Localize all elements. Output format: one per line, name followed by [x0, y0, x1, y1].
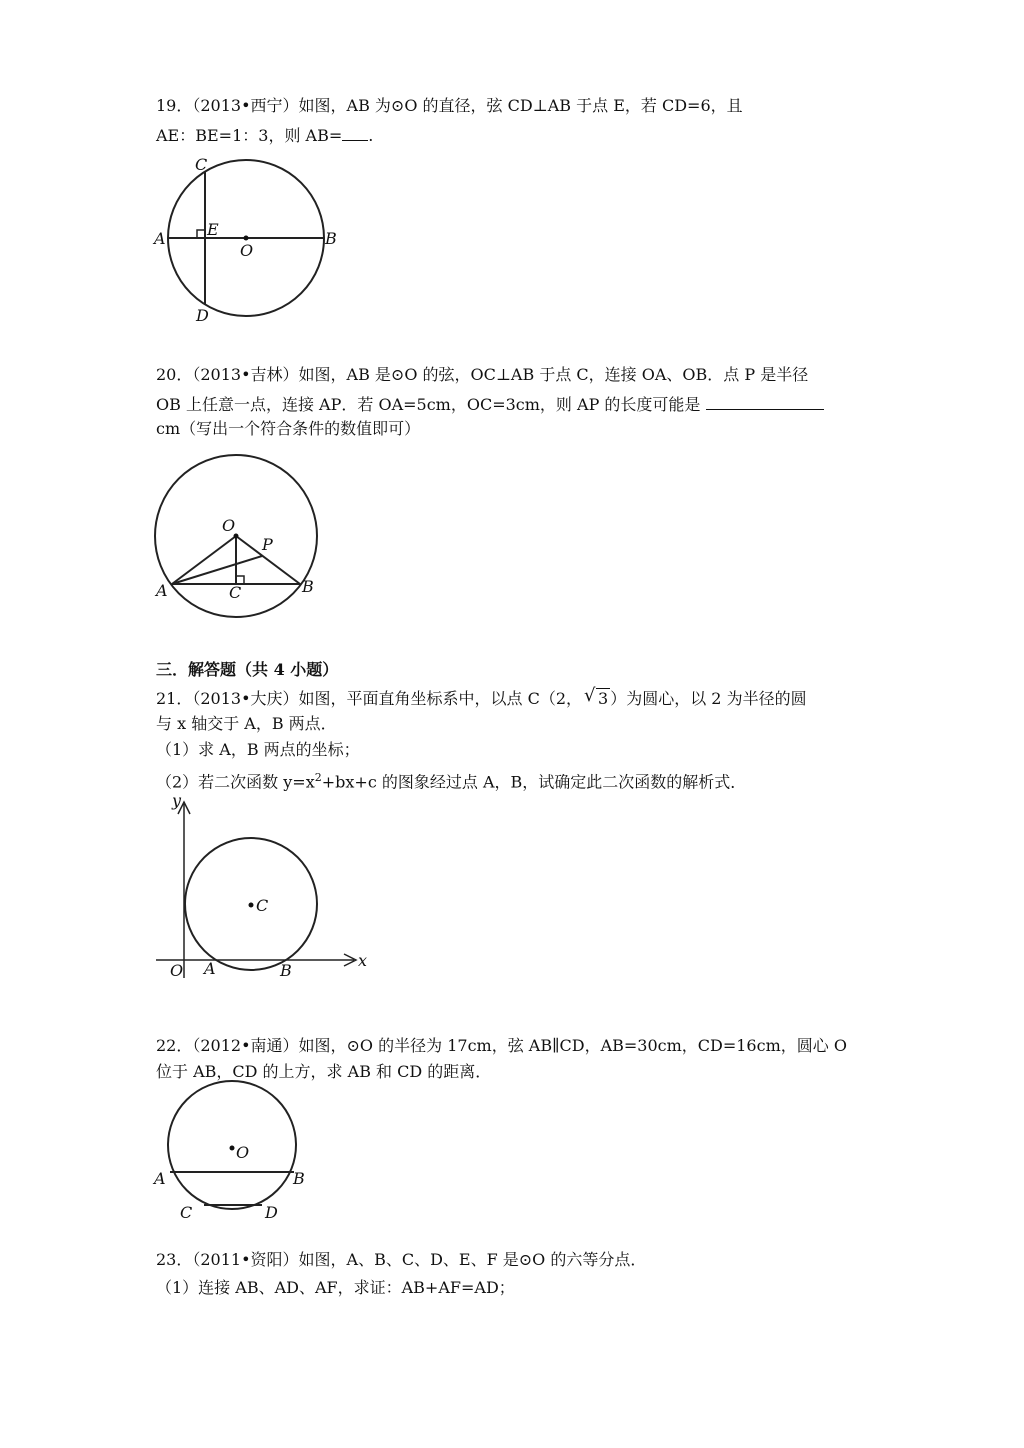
q19-label-b: B	[325, 229, 337, 248]
q20-figure	[150, 450, 340, 620]
q19-label-a: A	[154, 229, 166, 248]
q19-figure	[150, 150, 350, 330]
q20-line2-text: OB 上任意一点，连接 AP．若 OA=5cm，OC=3cm，则 AP 的长度可能是	[156, 395, 701, 414]
q20-line2	[156, 393, 824, 415]
q20-line3: cm（写出一个符合条件的数值即可）	[156, 419, 421, 438]
q19-line2-text: AE：BE=1：3，则 AB=	[156, 126, 343, 145]
q19-label-d: D	[196, 306, 209, 325]
q19-line2-end: .	[368, 126, 374, 145]
q20-label-a: A	[156, 581, 168, 600]
q19-right-angle	[197, 230, 205, 238]
q21-line4-b: +bx+c 的图象经过点 A，B，试确定此二次函数的解析式．	[321, 772, 747, 792]
q21-figure	[150, 792, 380, 992]
q22-line2: 位于 AB，CD 的上方，求 AB 和 CD 的距离．	[156, 1062, 492, 1081]
section3-heading: 三．解答题（共 4 小题）	[156, 660, 339, 679]
q22-circle	[168, 1081, 296, 1209]
q21-line1-b: ）为圆心，以 2 为半径的圆	[610, 689, 807, 708]
q21-label-a: A	[204, 959, 216, 978]
q21-line1	[156, 688, 807, 709]
q23-line2: （1）连接 AB、AD、AF，求证：AB+AF=AD；	[156, 1278, 515, 1297]
q21-line1-a: 21．（2013•大庆）如图，平面直角坐标系中，以点 C（2，	[156, 689, 583, 708]
q22-label-o: O	[236, 1143, 250, 1162]
q21-label-c: C	[256, 896, 269, 915]
q19-line2	[156, 124, 373, 146]
q19-label-o: O	[240, 241, 254, 260]
q21-sqrt: √ 3	[596, 688, 610, 709]
q21-line2: 与 x 轴交于 A，B 两点．	[156, 714, 337, 733]
q22-center-dot	[230, 1146, 235, 1151]
q20-line1: 20．（2013•吉林）如图，AB 是⊙O 的弦，OC⊥AB 于点 C，连接 OA、OB．点 P 是半径	[156, 365, 809, 384]
q22-label-c: C	[180, 1203, 193, 1222]
q22-label-a: A	[154, 1169, 166, 1188]
q21-line4-sup: 2	[314, 771, 322, 784]
q22-label-d: D	[265, 1203, 278, 1222]
q19-label-c: C	[195, 155, 208, 174]
q19-center-dot	[244, 236, 249, 241]
q21-label-y: y	[172, 791, 182, 810]
q21-line4-a: （2）若二次函数 y=x	[156, 772, 315, 792]
q21-line3: （1）求 A，B 两点的坐标；	[156, 740, 360, 759]
q21-label-b: B	[280, 961, 292, 980]
q20-label-c: C	[229, 583, 242, 602]
q21-label-x: x	[358, 951, 368, 970]
q19-label-e: E	[207, 220, 219, 239]
q22-label-b: B	[293, 1169, 305, 1188]
q20-label-p: P	[262, 535, 273, 554]
q21-center-dot	[249, 903, 254, 908]
q19-answer-blank	[342, 124, 368, 141]
q22-line1: 22．（2012•南通）如图，⊙O 的半径为 17cm，弦 AB∥CD，AB=30cm，CD=16cm，圆心 O	[156, 1036, 847, 1055]
q21-label-o: O	[170, 961, 184, 980]
q20-answer-blank	[706, 393, 824, 410]
q19-line1: 19．（2013•西宁）如图，AB 为⊙O 的直径，弦 CD⊥AB 于点 E，若 CD=6，且	[156, 96, 743, 115]
q21-line4	[156, 768, 746, 792]
q23-line1: 23．（2011•资阳）如图，A、B、C、D、E、F 是⊙O 的六等分点．	[156, 1250, 647, 1269]
q20-label-o: O	[222, 516, 236, 535]
q20-segment-ap	[172, 556, 262, 584]
q20-label-b: B	[302, 577, 314, 596]
q20-radius-oa	[172, 536, 236, 584]
q22-figure	[150, 1082, 320, 1227]
